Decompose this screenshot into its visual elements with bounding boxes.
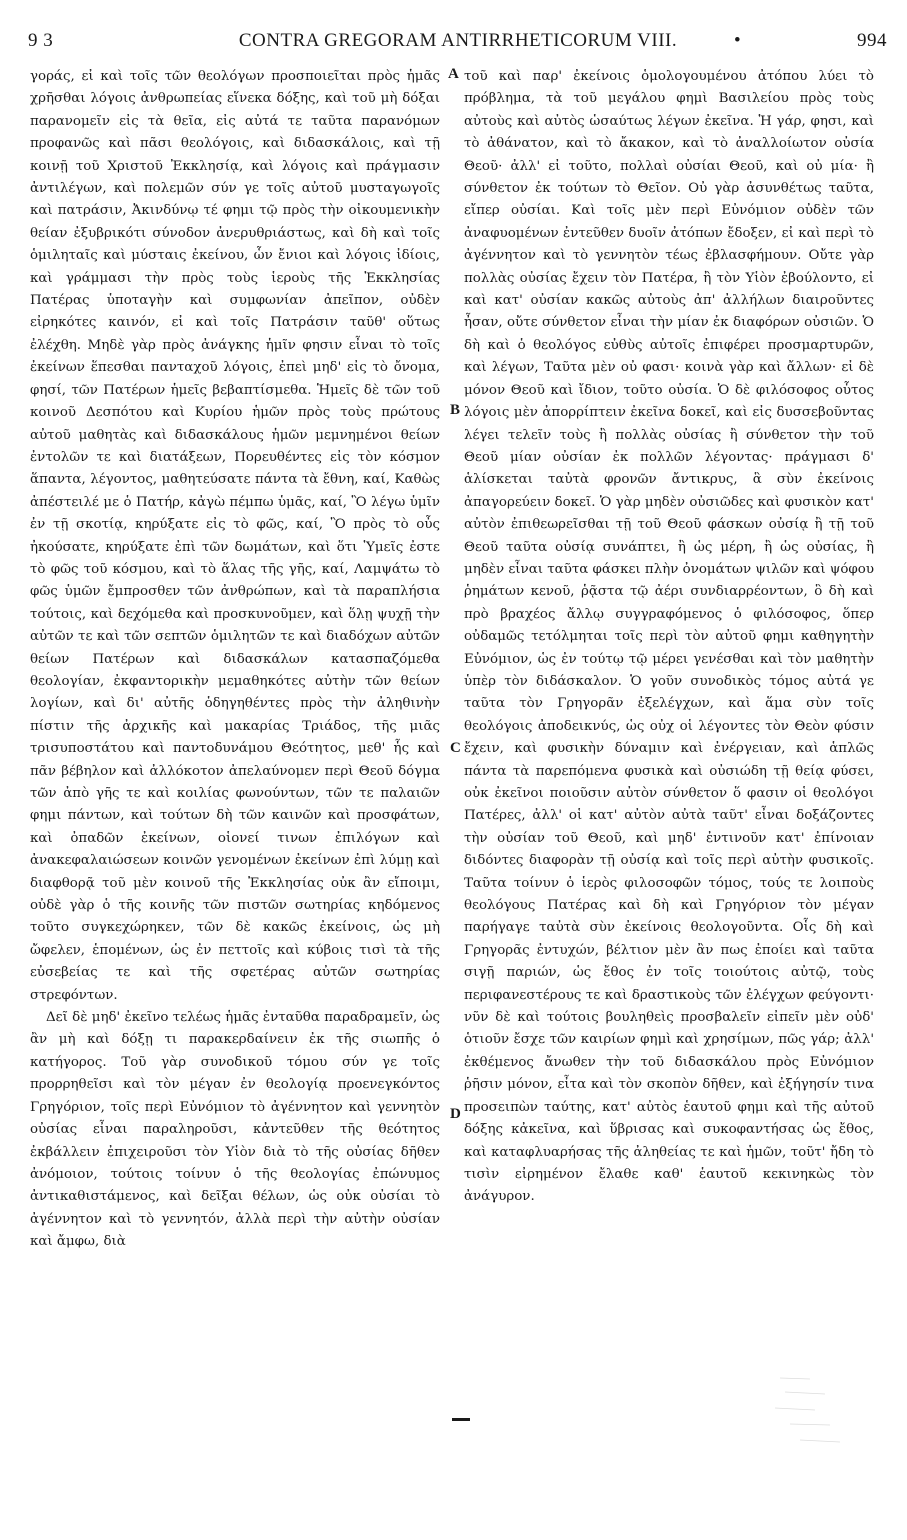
left-paragraph-1: γοράς, εἰ καὶ τοῖς τῶν θεολόγων προσποιεῖται πρὸς ἡμᾶς χρῆσθαι λόγοις ἀνθρωπείας εἵνεκα δόξης, καὶ τοῦ μὴ δόξαι παρανομεῖν εἰς τὰ θεῖα, εἰς αὐτά τε ταῦτα παρανόμων προφανῶς καὶ πᾶσι θεολόγοις, καὶ διδασκάλοις, καὶ τῇ κοινῇ τοῦ Χριστοῦ Ἐκκλησίᾳ, καὶ λόγοις καὶ πράγμασιν ἀντιλέγων, καὶ πολεμῶν σύν γε τοῖς αὐτοῦ μυσταγωγοῖς καὶ πατράσιν, Ἀκινδύνῳ τέ φημι τῷ πρὸς τὴν οἰκουμενικὴν θείαν ἐξυβρικότι σύνοδον ἀνερυθριάστως, καὶ δὴ καὶ τοῖς ὁμιληταῖς καὶ μύσταις ἐκείνου, ὧν ἔνιοι καὶ λόγοις ἰδίοις, καὶ γράμμασι τὴν πρὸς τοὺς ἱεροὺς τῆς Ἐκκλησίας Πατέρας ὑποταγὴν καὶ συμφωνίαν ἀπεῖπον, οὐδὲν εἰρηκότες καινόν, εἰ καὶ τοῖς Πατράσιν ταῦθ' οὕτως ἐλέχθη. Μηδὲ γὰρ πρὸς ἀνάγκης ἡμῖν φησιν εἶναι τὸ τοῖς ἐκείνων ἕπεσθαι πανταχοῦ λόγοις, ἐπεὶ μηδ' εἰς τὸ ὄνομα, φησί, τῶν Πατέρων ἡμεῖς βεβαπτίσμεθα. Ἡμεῖς δὲ τῶν τοῦ κοινοῦ Δεσπότου καὶ Κυρίου ἡμῶν πρὸς τοὺς πρώτους αὐτοῦ μαθητὰς καὶ διδασκάλους ἡμῶν μεμνημένοι θείων ἐντολῶν τε καὶ διατάξεων, Πορευθέντες εἰς τὸν κόσμον ἅπαντα, λέγοντος, μαθητεύσατε πάντα τὰ ἔθνη, καί, Καθὼς ἀπέστειλέ με ὁ Πατήρ, κἀγὼ πέμπω ὑμᾶς, καί, Ὃ λέγω ὑμῖν ἐν τῇ σκοτίᾳ, κηρύξατε εἰς τὸ φῶς, καί, Ὃ πρὸς τὸ οὖς ἠκούσατε, κηρύξατε ἐπὶ τῶν δωμάτων, καὶ ὅτι Ὑμεῖς ἐστε τὸ φῶς τοῦ κόσμου, καὶ τὸ ἅλας τῆς γῆς, καί, Λαμψάτω τὸ φῶς ὑμῶν ἔμπροσθεν τῶν ἀνθρώπων, καὶ τὰ παραπλήσια τούτοις, καὶ δεχόμεθα καὶ προσκυνοῦμεν, καὶ ὅλῃ ψυχῇ τὴν αὐτῶν τε καὶ τῶν σεπτῶν ὁμιλητῶν τε καὶ διαδόχων αὐτῶν θείων Πατέρων καὶ διδασκάλων κατασπαζόμεθα θεολογίαν, ἐκφαντορικὴν μεμαθηκότες αὐτὴν τῶν θείων λογίων, καὶ δι' αὐτῆς ὁδηγηθέντες πρὸς τὴν ἀληθινὴν πίστιν τῆς ἀρχικῆς καὶ μακαρίας Τριάδος, τῆς μιᾶς τρισυποστάτου καὶ παντοδυνάμου Θεότητος, μεθ' ἧς καὶ πᾶν βέβηλον καὶ ἀλλόκοτον ἀπελαύνομεν περὶ Θεοῦ δόγμα τῶν ἀπὸ γῆς τε καὶ κοιλίας φωνούντων, τῶν τε παλαιῶν φημι πάντων, καὶ τούτων δὴ τῶν καινῶν καὶ προσφάτων, καὶ ὀπαδῶν ἐκείνων, οἱονεί τινων ἐπιλόγων καὶ ἀνακεφαλαιώσεων κοινῶν γενομένων ἐκείνων ἐπὶ λύμῃ καὶ διαφθορᾷ τοῦ μὲν κοινοῦ τῆς Ἐκκλησίας οὐκ ἂν εἴποιμι, οὐδὲ γὰρ ὁ τῆς κοινῆς τῶν πιστῶν σωτηρίας κηδόμενος τοῦτο συγκεχώρηκεν, τῶν δὲ κακῶς ἐκείνοις, ὡς μὴ ὤφελεν, ἑπομένων, ὡς ἐν πεττοῖς καὶ κύβοις τισὶ τὰ τῆς εὐσεβείας τε καὶ τῆς σφετέρας αὐτῶν σωτηρίας στρεφόντων. xyxy=(30,69,440,1003)
section-marker-b: B xyxy=(450,402,461,418)
section-marker-c: C xyxy=(450,740,461,756)
section-marker-d: D xyxy=(450,1106,461,1122)
header-separator: • xyxy=(734,30,742,51)
right-paragraph-1: τοῦ καὶ παρ' ἐκείνοις ὁμολογουμένου ἀτόπου λύει τὸ πρόβλημα, τὰ τοῦ μεγάλου φημὶ Βασιλείου πρὸς τοὺς αὐτοὺς καὶ αὐτὸς ὡσαύτως λέγων ἐκεῖνα. Ἡ γάρ, φησι, καὶ τὸ ἀθάνατον, καὶ τὸ ἄκακον, καὶ τὸ ἀναλλοίωτον οὐσία Θεοῦ· ἀλλ' εἰ τοῦτο, πολλαὶ οὐσίαι Θεοῦ, καὶ οὐ μία· ἢ σύνθετον ἐκ τούτων τὸ Θεῖον. Οὐ γὰρ ἀσυνθέτως ταῦτα, εἴπερ οὐσίαι. Καὶ τοῖς μὲν περὶ Εὐνόμιον οὐδὲν τῶν ἀναφυομένων ἐντεῦθεν δυοῖν ἀτόπων ἔδοξεν, εἰ καὶ περὶ τὸ ἀγέννητον καὶ τὸ γεννητὸν τέως ἐβλασφήμουν. Οὔτε γὰρ πολλὰς οὐσίας ἔχειν τὸν Πατέρα, ἢ τὸν Υἱὸν ἐβούλοντο, εἰ καὶ κατ' οὐσίαν κακῶς αὐτοὺς ἀπ' ἀλλήλων διαιροῦντες ἦσαν, οὔτε σύνθετον εἶναι τὴν μίαν ἐκ διαφόρων οὐσιῶν. Ὁ δὴ καὶ ὁ θεολόγος εὐθὺς αὐτοῖς ἐπιφέρει προσμαρτυρῶν, καὶ λέγων, Ταῦτα μὲν οὐ φασι· κοινὰ γὰρ καὶ ἄλλων· εἰ δὲ μόνον Θεοῦ καὶ ἴδιον, τοῦτο οὐσία. Ὁ δὲ φιλόσοφος οὗτος λόγοις μὲν ἀπορρίπτειν ἐκεῖνα δοκεῖ, καὶ εἰς δυσσεβοῦντας λέγει τελεῖν τοὺς ἢ πολλὰς οὐσίας ἢ σύνθετον τὴν τοῦ Θεοῦ μίαν οὐσίαν ἐκ πολλῶν λέγοντας· πράγμασι δ' ἁλίσκεται ταὐτὰ φρονῶν ἄντικρυς, ἃ σὺν ἐκείνοις ἀπαγορεύειν δοκεῖ. Ὁ γὰρ μηδὲν οὐσιῶδες καὶ φυσικὸν κατ' αὐτὸν ἐπιθεωρεῖσθαι τῇ τοῦ Θεοῦ φάσκων οὐσίᾳ ἢ τῇ τοῦ Θεοῦ ταῦτα οὐσίᾳ συνάπτει, ἢ ὡς μέρη, ἢ ὡς οὐσίας, ἢ μηδὲν εἶναι ταῦτα φάσκει πλὴν ὀνομάτων ψιλῶν καὶ ψόφου ῥημάτων κενοῦ, ῥᾷστα τῷ ἀέρι συνδιαρρέοντων, ὃ δὴ καὶ πρὸ βραχέος ἄλλῳ συγγραφόμενος ὁ φιλόσοφος, ὅπερ οὐδαμῶς τετόλμηται τοῖς περὶ τὸν αὐτοῦ φημι καθηγητὴν Εὐνόμιον, ὡς ἐν τούτῳ τῷ μέρει γενέσθαι καὶ τὸν μαθητὴν ὑπὲρ τὸν διδάσκαλον. Ὁ γοῦν συνοδικὸς τόμος αὐτά γε ταῦτα τὸν Γρηγορᾶν ἐξελέγχων, καὶ ἅμα σὺν τοῖς θεολόγοις ἀποδεικνύς, ὡς οὐχ οἱ λέγοντες τὸν Θεὸν φύσιν ἔχειν, καὶ φυσικὴν δύναμιν καὶ ἐνέργειαν, καὶ ἁπλῶς πάντα τὰ παρεπόμενα φυσικὰ καὶ οὐσιώδη τῇ θείᾳ φύσει, οὐκ ἐκεῖνοι ποιοῦσιν αὐτὸν σύνθετον ὅ φασιν οἱ θεολόγοι Πατέρες, ἀλλ' οἱ κατ' αὐτὸν αὐτὰ ταῦτ' εἶναι δοξάζοντες τὴν οὐσίαν τοῦ Θεοῦ, καὶ μηδ' ἐντινοῦν κατ' ἐπίνοιαν διδόντες διαφορὰν τῇ οὐσίᾳ καὶ τοῖς περὶ αὐτὴν φυσικοῖς. Ταῦτα τοίνυν ὁ ἱερὸς φιλοσοφῶν τόμος, τούς τε λοιποὺς θεολόγους Πατέρας καὶ δὴ καὶ Γρηγόριον τὸν μέγαν παρήγαγε ταὐτὰ σὺν ἐκείνοις θεολογοῦντα. Οἷς δὴ καὶ Γρηγορᾶς ἐντυχών, βέλτιον μὲν ἂν πως ἐποίει καὶ ταῦτα σιγῇ παριών, ὡς ἔθος ἐν τοῖς τοιούτοις αὐτῷ, τοὺς περιφανεστέρους τε καὶ δραστικοὺς τῶν ἐλέγχων φεύγοντι· νῦν δὲ καὶ τούτοις βουληθεὶς προσβαλεῖν εἰπεῖν μὲν οὐδ' ὁτιοῦν ἔσχε τῶν καιρίων φημὶ καὶ χρησίμων, πῶς γάρ; ἀλλ' ἐκθέμενος ἄνωθεν τὴν τοῦ διδασκάλου πρὸς Εὐνόμιον ῥῆσιν μόνον, εἶτα καὶ τὸν σκοπὸν δῆθεν, καὶ ἐξήγησίν τινα προσειπὼν ταύτης, κατ' αὐτὸς ἑαυτοῦ φημι καὶ τῆς αὐτοῦ δόξης κἀκεῖνα, καὶ ὕβρισας καὶ συκοφαντήσας ὡς ἔθος, καὶ καταφλυαρήσας τῆς ἀληθείας τε καὶ ἡμῶν, τοῦτ' ἤδη τὸ τισὶν εἰρημένον ἔλαθε καθ' ἑαυτοῦ κεκινηκὼς τὸν ἀνάγυρον. xyxy=(464,69,874,1205)
running-head xyxy=(28,30,887,60)
bottom-rule xyxy=(452,1418,470,1421)
section-marker-a: A xyxy=(448,66,459,82)
page-number-right: 994 xyxy=(857,30,887,51)
left-column xyxy=(30,66,440,1446)
running-title: CONTRA GREGORAM ANTIRRHETICORUM VIII. xyxy=(238,30,678,51)
scan-specks xyxy=(770,1370,870,1460)
left-paragraph-2: Δεῖ δὲ μηδ' ἐκεῖνο τελέως ἡμᾶς ἐνταῦθα παραδραμεῖν, ὡς ἂν μὴ καὶ δόξῃ τι παρακερδαίνειν ἐκ τῆς σιωπῆς ὁ κατήγορος. Τοῦ γὰρ συνοδικοῦ τόμου σύν γε τοῖς προρρηθεῖσι καὶ τὸν μέγαν ἐν θεολογίᾳ προενεγκόντος Γρηγόριον, τοῖς περὶ Εὐνόμιον τὸ ἀγέννητον καὶ γεννητὸν οὐσίας εἶναι παραληροῦσι, κἀντεῦθεν τῆς θεότητος ἐκβάλλειν ἐπιχειροῦσι τὸν Υἱὸν διὰ τὸ τῆς οὐσίας δῆθεν ἀνόμοιον, τούτοις τοίνυν ὁ τῆς θεολογίας ἐπώνυμος ἀντικαθιστάμενος, καὶ δεῖξαι θέλων, ὡς οὐκ οὐσίαι τὸ ἀγέννητον καὶ τὸ γεννητόν, ἀλλὰ περὶ τὴν αὐτὴν οὐσίαν καὶ ἄμφω, διὰ xyxy=(30,1010,440,1250)
page-number-left: 9 3 xyxy=(28,30,54,51)
right-column xyxy=(464,66,874,1386)
